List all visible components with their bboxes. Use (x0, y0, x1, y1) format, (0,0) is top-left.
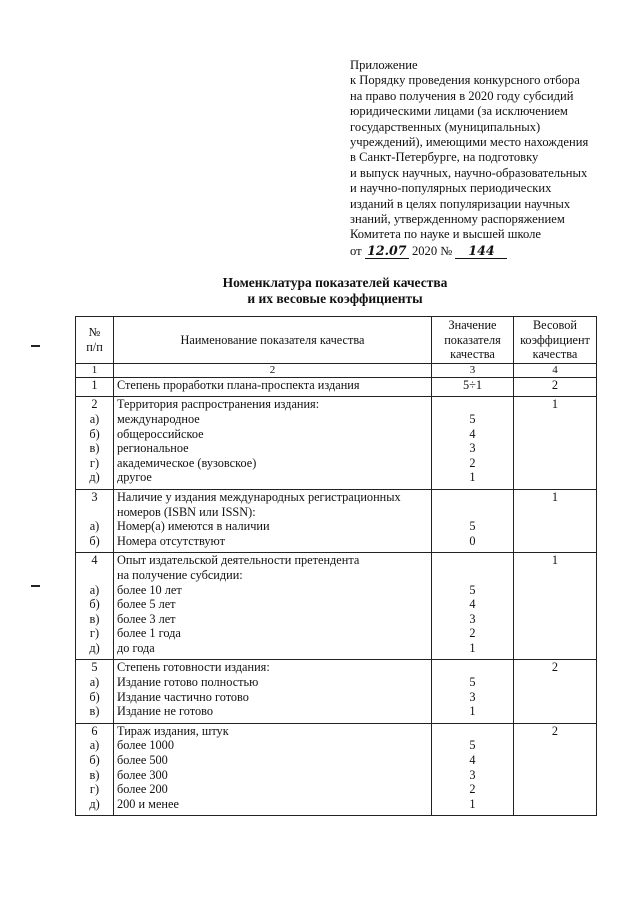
indicator-name-cell (114, 377, 432, 397)
indicator-name: Наличие у издания международных регистрационных (117, 489, 401, 504)
column-number: 2 (114, 363, 432, 377)
indicator-name: на получение субсидии: (117, 567, 243, 582)
weight-cell (514, 397, 597, 490)
indicator-value: 5 (469, 519, 476, 534)
row-number: а) (89, 675, 100, 690)
weight-value: 1 (551, 397, 559, 412)
indicator-value: 5 (469, 675, 476, 690)
appendix-line: в Санкт-Петербурге, на подготовку (350, 150, 539, 165)
approval-line (350, 243, 620, 259)
row-number: д) (89, 640, 100, 655)
header-num-line: № (88, 325, 101, 340)
row-number: 3 (91, 489, 98, 504)
indicator-value: 1 (469, 470, 476, 485)
indicator-value-cell (432, 553, 514, 660)
margin-mark (31, 345, 40, 347)
indicator-value-cell (432, 397, 514, 490)
indicator-value (432, 660, 513, 675)
appendix-line: изданий в целях популяризации научных (350, 196, 571, 211)
indicator-name: более 3 лет (117, 611, 176, 626)
indicator-name: Издание не готово (117, 704, 213, 719)
margin-mark (31, 585, 40, 587)
appendix-line: и научно-популярных периодических (350, 181, 552, 196)
indicator-name: более 500 (117, 753, 168, 768)
indicator-value: 2 (469, 626, 476, 641)
title-line-2: и их весовые коэффициенты (247, 291, 423, 306)
appendix-line: Комитета по науке и высшей школе (350, 227, 541, 242)
appendix-line: юридическими лицами (за исключением (350, 104, 568, 119)
indicator-value: 4 (469, 426, 476, 441)
row-number: б) (89, 689, 100, 704)
row-number: г) (89, 782, 100, 797)
row-number-cell (76, 723, 114, 816)
indicator-name: Издание частично готово (117, 689, 249, 704)
approval-prefix: от (350, 243, 362, 258)
row-number: б) (89, 597, 100, 612)
indicator-value: 4 (469, 597, 476, 612)
indicator-name-cell (114, 397, 432, 490)
indicator-name: номеров (ISBN или ISSN): (117, 504, 256, 519)
handwritten-number: 144 (455, 243, 507, 259)
indicator-name: Степень проработки плана-проспекта издания (117, 377, 360, 392)
indicator-value: 4 (469, 753, 476, 768)
indicator-value: 5 (469, 582, 476, 597)
row-number: в) (89, 441, 100, 456)
indicator-name: общероссийское (117, 426, 204, 441)
indicator-name-cell (114, 553, 432, 660)
indicator-value: 3 (469, 767, 476, 782)
indicator-value (432, 490, 513, 505)
row-number: г) (89, 626, 100, 641)
table-row (76, 660, 597, 723)
indicator-value: 2 (469, 455, 476, 470)
header-value-line: показателя (444, 332, 501, 347)
row-number (76, 505, 113, 520)
table-row (76, 723, 597, 816)
row-number: 6 (91, 723, 98, 738)
weight-cell (514, 377, 597, 397)
row-number: а) (89, 519, 100, 534)
indicator-name: 200 и менее (117, 796, 179, 811)
table-row (76, 397, 597, 490)
indicator-value: 5÷1 (462, 377, 483, 392)
indicator-name: региональное (117, 441, 189, 456)
indicator-value (432, 568, 513, 583)
indicator-value: 1 (469, 704, 476, 719)
weight-value: 2 (551, 660, 559, 675)
indicator-name: международное (117, 411, 200, 426)
indicator-value: 3 (469, 689, 476, 704)
row-number: д) (89, 470, 100, 485)
appendix-line: знаний, утвержденному распоряжением (350, 212, 565, 227)
row-number: г) (89, 455, 100, 470)
indicator-value: 3 (469, 611, 476, 626)
row-number: а) (89, 582, 100, 597)
appendix-line: государственных (муниципальных) (350, 119, 541, 134)
indicator-value: 2 (469, 782, 476, 797)
row-number: б) (89, 753, 100, 768)
appendix-lines (350, 58, 620, 243)
weight-cell (514, 660, 597, 723)
header-value (432, 317, 514, 364)
approval-year: 2020 № (411, 243, 453, 258)
header-value-line: Значение (448, 318, 497, 332)
indicator-name: Территория распространения издания: (117, 397, 320, 412)
indicator-value (432, 397, 513, 412)
weight-cell (514, 553, 597, 660)
column-number: 4 (514, 363, 597, 377)
row-number: в) (89, 767, 100, 782)
header-num-line: п/п (86, 339, 103, 354)
header-weight-line: Весовой (532, 318, 578, 332)
row-number-cell (76, 377, 114, 397)
indicator-value: 1 (469, 796, 476, 811)
row-number-cell (76, 397, 114, 490)
row-number: а) (89, 738, 100, 753)
indicator-name: Степень готовности издания: (117, 660, 270, 675)
appendix-line: и выпуск научных, научно-образовательных (350, 165, 588, 180)
weight-value: 1 (551, 489, 559, 504)
column-number: 3 (432, 363, 514, 377)
quality-indicators-table (75, 316, 597, 816)
appendix-block (350, 58, 620, 259)
indicator-name: академическое (вузовское) (117, 455, 257, 470)
indicator-value: 1 (469, 640, 476, 655)
appendix-line: учреждений), имеющими место нахождения (350, 135, 589, 150)
indicator-name: более 5 лет (117, 597, 176, 612)
indicator-value: 3 (469, 441, 476, 456)
row-number: а) (89, 411, 100, 426)
indicator-value: 5 (469, 738, 476, 753)
appendix-line: Приложение (350, 58, 418, 72)
indicator-name: Издание готово полностью (117, 675, 259, 690)
indicator-name: Номер(а) имеются в наличии (117, 519, 270, 534)
indicator-name: Тираж издания, штук (117, 723, 229, 738)
indicator-value-cell (432, 377, 514, 397)
indicator-name: более 200 (117, 782, 168, 797)
indicator-name-cell (114, 660, 432, 723)
appendix-line: к Порядку проведения конкурсного отбора (350, 73, 580, 88)
weight-cell (514, 723, 597, 816)
header-name: Наименование показателя качества (114, 317, 432, 364)
indicator-value (432, 724, 513, 739)
indicator-value: 0 (469, 533, 476, 548)
indicator-name: более 1000 (117, 738, 174, 753)
indicator-name: другое (117, 470, 152, 485)
table-row (76, 377, 597, 397)
indicator-name: до года (117, 640, 155, 655)
indicator-name: Опыт издательской деятельности претендента (117, 553, 360, 568)
indicator-name: более 10 лет (117, 582, 182, 597)
indicator-name-cell (114, 489, 432, 552)
weight-value: 2 (551, 377, 559, 392)
header-weight (514, 317, 597, 364)
indicator-name: Номера отсутствуют (117, 533, 225, 548)
row-number: 1 (91, 377, 98, 392)
table-row (76, 553, 597, 660)
header-value-line: качества (450, 347, 495, 362)
row-number: 2 (91, 397, 98, 412)
indicator-value-cell (432, 660, 514, 723)
indicator-name: более 300 (117, 767, 168, 782)
handwritten-date: 12.07 (365, 243, 409, 259)
weight-value: 1 (551, 553, 559, 568)
table-row (76, 489, 597, 552)
indicator-value: 5 (469, 411, 476, 426)
row-number: 4 (91, 553, 98, 568)
weight-cell (514, 489, 597, 552)
header-num (76, 317, 114, 364)
column-number: 1 (76, 363, 114, 377)
indicator-name-cell (114, 723, 432, 816)
indicator-value-cell (432, 723, 514, 816)
appendix-line: на право получения в 2020 году субсидий (350, 88, 574, 103)
indicator-value-cell (432, 489, 514, 552)
row-number (76, 568, 113, 583)
document-title (75, 275, 595, 307)
row-number: б) (89, 426, 100, 441)
indicator-value (432, 505, 513, 520)
row-number-cell (76, 660, 114, 723)
indicator-value (432, 553, 513, 568)
row-number: в) (89, 704, 100, 719)
weight-value: 2 (551, 723, 559, 738)
row-number: б) (89, 533, 100, 548)
row-number-cell (76, 553, 114, 660)
row-number: 5 (91, 660, 98, 675)
header-weight-line: качества (532, 347, 578, 362)
row-number: в) (89, 611, 100, 626)
indicator-name: более 1 года (117, 626, 181, 641)
row-number: д) (89, 796, 100, 811)
title-line-1: Номенклатура показателей качества (222, 275, 448, 290)
row-number-cell (76, 489, 114, 552)
header-weight-line: коэффициент (520, 332, 590, 347)
